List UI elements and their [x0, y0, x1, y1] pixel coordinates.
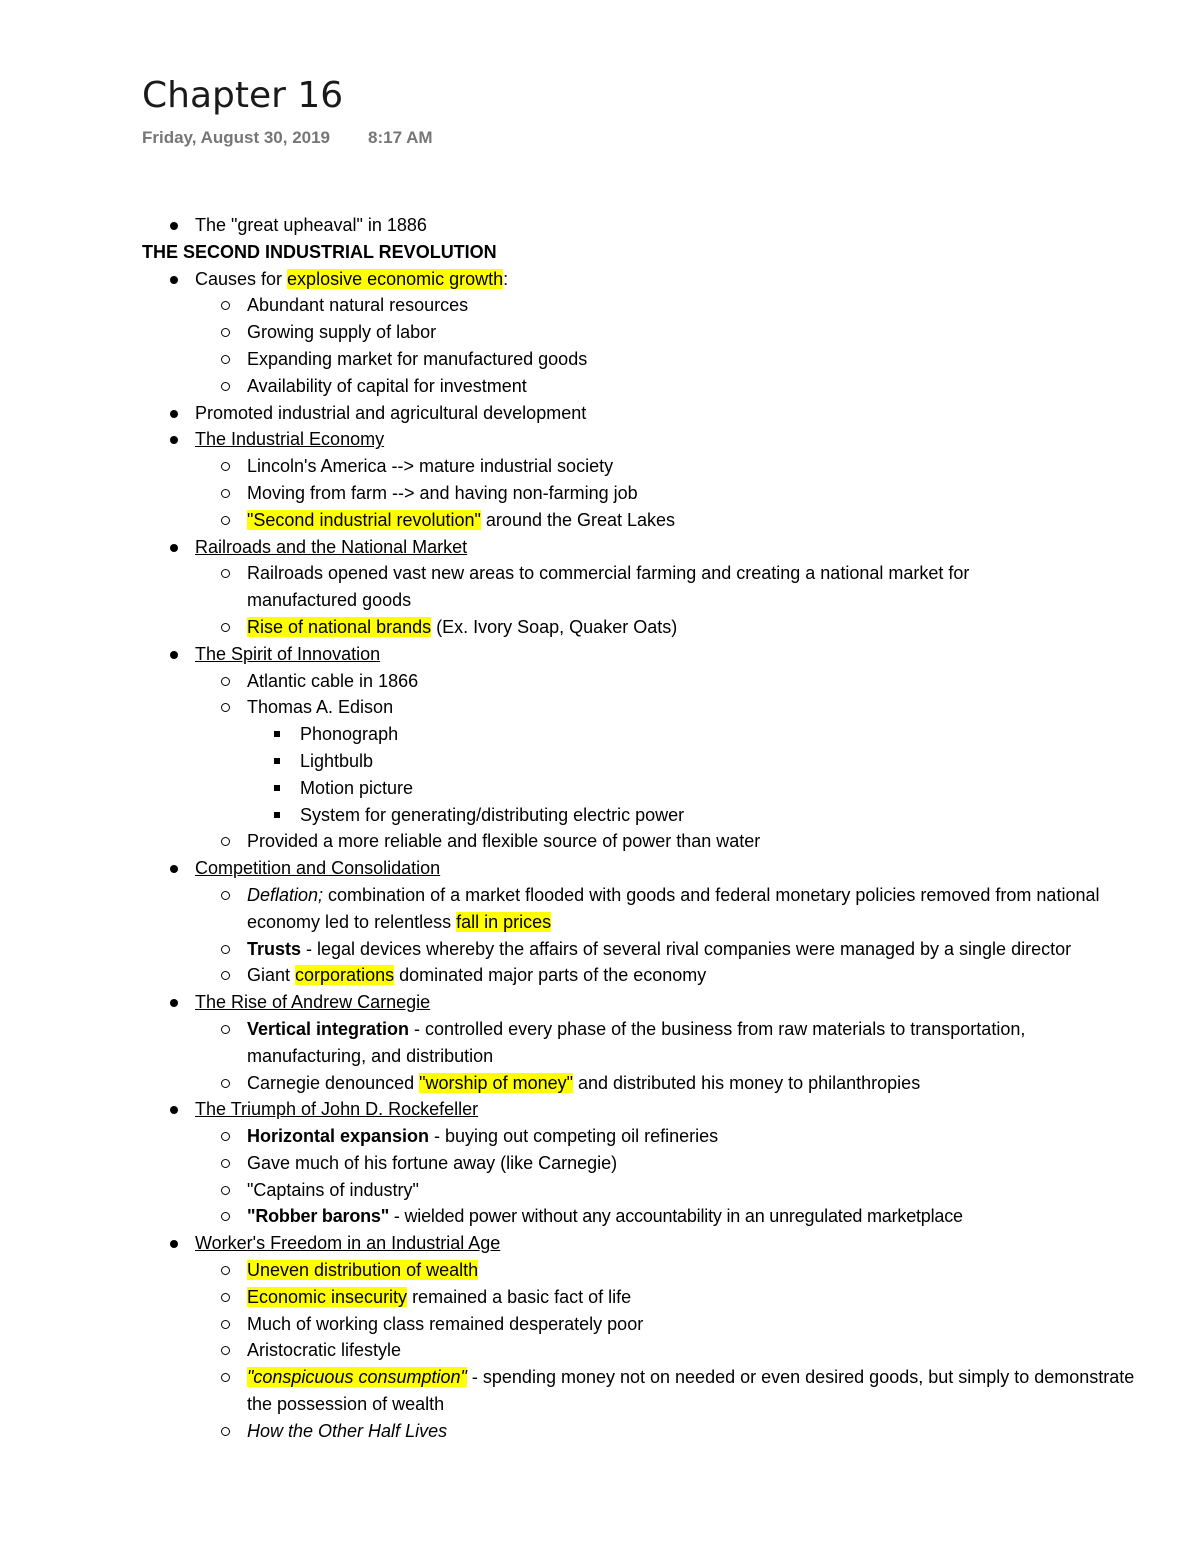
subsection-title: Competition and Consolidation [195, 858, 441, 879]
bullet-circle-icon [221, 837, 230, 846]
highlight: Uneven distribution of wealth [247, 1260, 479, 1281]
page-meta [142, 125, 433, 151]
bullet-circle-icon [221, 623, 230, 632]
page-date: Friday, August 30, 2019 [142, 128, 331, 147]
list-item: Railroads opened vast new areas to commercial farming and creating a national market for manufactured goods [142, 560, 1057, 614]
list-item: Lincoln's America --> mature industrial society [142, 453, 1172, 480]
bullet-dot-icon [170, 651, 178, 659]
list-item: "Captains of industry" [142, 1177, 1172, 1204]
list-item: Moving from farm --> and having non-farming job [142, 480, 1172, 507]
bullet-circle-icon [221, 677, 230, 686]
list-item: Vertical integration - controlled every phase of the business from raw materials to transportation, manufacturing, and distribution [142, 1016, 1097, 1070]
list-item: System for generating/distributing electric power [142, 802, 1172, 829]
list-item: Atlantic cable in 1866 [142, 668, 1172, 695]
highlight: Rise of national brands [247, 616, 432, 637]
list-item: Much of working class remained desperately poor [142, 1311, 1172, 1338]
list-item: Lightbulb [142, 748, 1172, 775]
bullet-circle-icon [221, 1159, 230, 1168]
highlight: explosive economic growth [287, 268, 504, 289]
bullet-square-icon [274, 785, 280, 791]
bullet-circle-icon [221, 1025, 230, 1034]
page-title: Chapter 16 [142, 75, 344, 116]
list-item [142, 426, 1172, 453]
list-item [142, 534, 1172, 561]
subsection-title: The Triumph of John D. Rockefeller [195, 1099, 479, 1120]
bullet-circle-icon [221, 1373, 230, 1382]
list-item: Giant corporations dominated major parts of the economy [142, 962, 1172, 989]
subsection-title: Railroads and the National Market [195, 536, 468, 557]
list-item [142, 1257, 1172, 1284]
list-item: Aristocratic lifestyle [142, 1337, 1172, 1364]
bullet-dot-icon [170, 1106, 178, 1114]
list-item: Deflation; combination of a market flooded with goods and federal monetary policies removed from national economy led to relentless fall in prices [142, 882, 1107, 936]
bullet-circle-icon [221, 516, 230, 525]
bullet-dot-icon [170, 276, 178, 284]
bullet-circle-icon [221, 703, 230, 712]
bullet-dot-icon [170, 544, 178, 552]
bullet-circle-icon [221, 1079, 230, 1088]
bullet-dot-icon [170, 1240, 178, 1248]
bullet-circle-icon [221, 462, 230, 471]
list-item: Expanding market for manufactured goods [142, 346, 1172, 373]
list-item [142, 855, 1172, 882]
list-item: Horizontal expansion - buying out competing oil refineries [142, 1123, 1172, 1150]
bullet-circle-icon [221, 1212, 230, 1221]
subsection-title: The Rise of Andrew Carnegie [195, 992, 431, 1013]
list-item: "Second industrial revolution" around the Great Lakes [142, 507, 1172, 534]
bullet-circle-icon [221, 945, 230, 954]
list-item: Phonograph [142, 721, 1172, 748]
subsection-title: Worker's Freedom in an Industrial Age [195, 1233, 501, 1254]
bullet-square-icon [274, 731, 280, 737]
list-item: Thomas A. Edison [142, 694, 1172, 721]
list-item: Availability of capital for investment [142, 373, 1172, 400]
bullet-circle-icon [221, 328, 230, 337]
list-item: Growing supply of labor [142, 319, 1172, 346]
bullet-dot-icon [170, 436, 178, 444]
highlight: fall in prices [456, 911, 552, 932]
list-item: Gave much of his fortune away (like Carnegie) [142, 1150, 1172, 1177]
list-item: Rise of national brands (Ex. Ivory Soap, Quaker Oats) [142, 614, 1172, 641]
list-item [142, 1096, 1172, 1123]
bullet-circle-icon [221, 1346, 230, 1355]
bullet-circle-icon [221, 355, 230, 364]
bullet-circle-icon [221, 1186, 230, 1195]
bullet-circle-icon [221, 382, 230, 391]
list-item [142, 989, 1172, 1016]
bullet-circle-icon [221, 1293, 230, 1302]
list-item: Abundant natural resources [142, 292, 1172, 319]
subsection-title: The Industrial Economy [195, 429, 385, 450]
highlight: corporations [295, 965, 395, 986]
bullet-dot-icon [170, 222, 178, 230]
highlight: "worship of money" [419, 1072, 573, 1093]
list-item [142, 1230, 1172, 1257]
list-item: Carnegie denounced "worship of money" and distributed his money to philanthropies [142, 1070, 1172, 1097]
highlight: Economic insecurity [247, 1286, 408, 1307]
bullet-circle-icon [221, 1266, 230, 1275]
bullet-circle-icon [221, 489, 230, 498]
section-heading: THE SECOND INDUSTRIAL REVOLUTION [142, 241, 497, 262]
list-item: Causes for explosive economic growth: [142, 266, 1172, 293]
list-item [142, 641, 1172, 668]
bullet-circle-icon [221, 301, 230, 310]
list-item: Motion picture [142, 775, 1172, 802]
list-item: "conspicuous consumption" - spending money not on needed or even desired goods, but simply to demonstrate the possession of wealth [142, 1364, 1137, 1418]
list-item: Promoted industrial and agricultural development [142, 400, 1172, 427]
bullet-dot-icon [170, 410, 178, 418]
bullet-circle-icon [221, 971, 230, 980]
bullet-circle-icon [221, 1427, 230, 1436]
list-item: How the Other Half Lives [142, 1418, 1172, 1445]
bullet-circle-icon [221, 1132, 230, 1141]
list-item: Economic insecurity remained a basic fact of life [142, 1284, 1172, 1311]
list-item: Provided a more reliable and flexible source of power than water [142, 828, 1172, 855]
bullet-circle-icon [221, 569, 230, 578]
bullet-circle-icon [221, 1320, 230, 1329]
notes-body [142, 212, 1172, 1445]
highlight: "conspicuous consumption" [247, 1367, 467, 1388]
list-item: Trusts - legal devices whereby the affairs of several rival companies were managed by a single director [142, 936, 1127, 963]
highlight: "Second industrial revolution" [247, 509, 481, 530]
list-item: "Robber barons" - wielded power without any accountability in an unregulated marketplace [142, 1203, 1172, 1230]
list-item: The "great upheaval" in 1886 [142, 212, 1172, 239]
bullet-dot-icon [170, 865, 178, 873]
bullet-square-icon [274, 812, 280, 818]
bullet-square-icon [274, 758, 280, 764]
bullet-dot-icon [170, 999, 178, 1007]
page-time: 8:17 AM [368, 128, 433, 147]
subsection-title: The Spirit of Innovation [195, 643, 381, 664]
bullet-circle-icon [221, 891, 230, 900]
